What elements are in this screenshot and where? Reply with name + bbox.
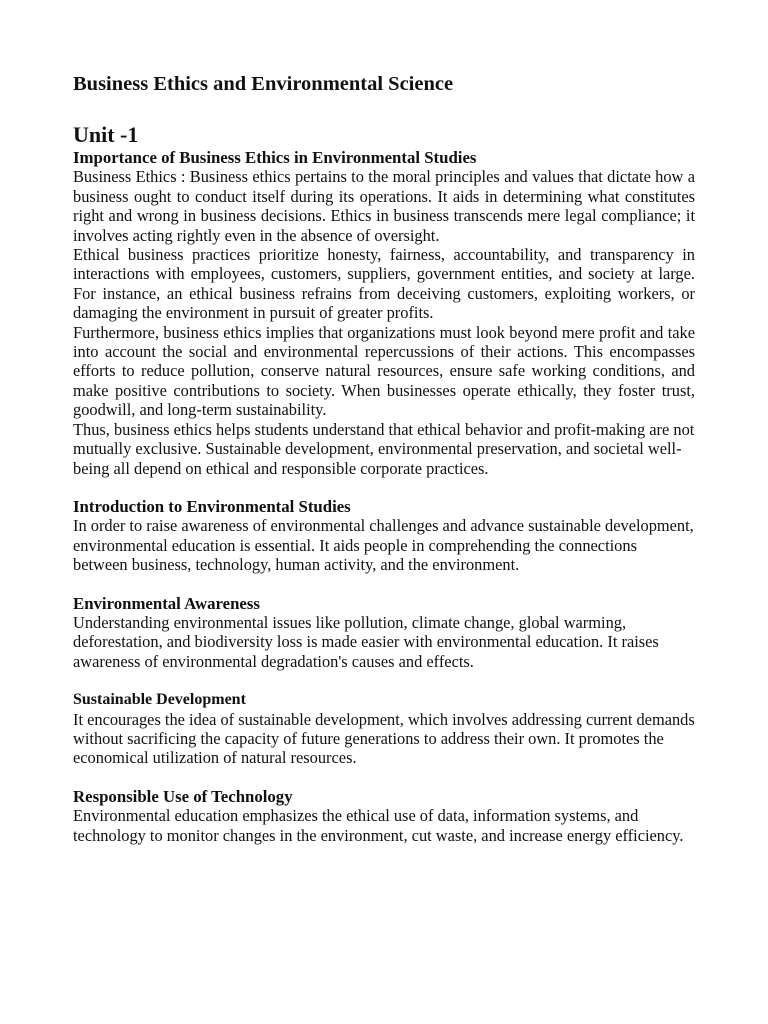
section-heading: Responsible Use of Technology xyxy=(73,786,293,806)
document-title: Business Ethics and Environmental Science xyxy=(73,73,454,95)
section-heading: Sustainable Development xyxy=(73,691,246,709)
paragraph: Understanding environmental issues like pollution, climate change, global warming, deforestation, and biodiversity loss is made easier with environmental education. It raises awareness of environmental degradation's causes and effects. xyxy=(73,612,659,671)
section-responsible-technology xyxy=(73,787,695,845)
paragraph: Business Ethics : Business ethics pertains to the moral principles and values that dictate how a business ought to conduct itself during its operations. It aids in determining what constitutes right and wrong in business decisions. Ethics in business transcends mere legal compliance; it involves acting rightly even in the absence of oversight. xyxy=(73,167,695,245)
section-heading: Environmental Awareness xyxy=(73,593,260,613)
paragraph: In order to raise awareness of environmental challenges and advance sustainable development, environmental education is essential. It aids people in comprehending the connections between business, technology, human activity, and the environment. xyxy=(73,516,694,575)
paragraph: Thus, business ethics helps students understand that ethical behavior and profit-making are not mutually exclusive. Sustainable development, environmental preservation, and societal well-being all depend on ethical and responsible corporate practices. xyxy=(73,419,695,478)
unit-heading: Unit -1 xyxy=(73,122,139,147)
section-intro-environmental-studies xyxy=(73,497,695,575)
section-environmental-awareness xyxy=(73,594,695,672)
paragraph: It encourages the idea of sustainable development, which involves addressing current demands without sacrificing the capacity of future generations to address their own. It promotes the economical utilization of natural resources. xyxy=(73,709,695,768)
paragraph: Furthermore, business ethics implies that organizations must look beyond mere profit and take into account the social and environmental repercussions of their actions. This encompasses efforts to reduce pollution, conserve natural resources, ensure safe working conditions, and make positive contributions to society. When businesses operate ethically, they foster trust, goodwill, and long-term sustainability. xyxy=(73,322,695,420)
paragraph: Environmental education emphasizes the ethical use of data, information systems, and technology to monitor changes in the environment, cut waste, and increase energy efficiency. xyxy=(73,806,684,845)
paragraph: Ethical business practices prioritize honesty, fairness, accountability, and transparency in interactions with employees, customers, suppliers, government entities, and society at large. For instance, an ethical business refrains from deceiving customers, exploiting workers, or damaging the environment in pursuit of greater profits. xyxy=(73,245,695,323)
section-sustainable-development xyxy=(73,690,695,768)
section-heading: Introduction to Environmental Studies xyxy=(73,496,351,516)
section-business-ethics-importance xyxy=(73,148,695,478)
section-heading: Importance of Business Ethics in Environmental Studies xyxy=(73,148,477,167)
